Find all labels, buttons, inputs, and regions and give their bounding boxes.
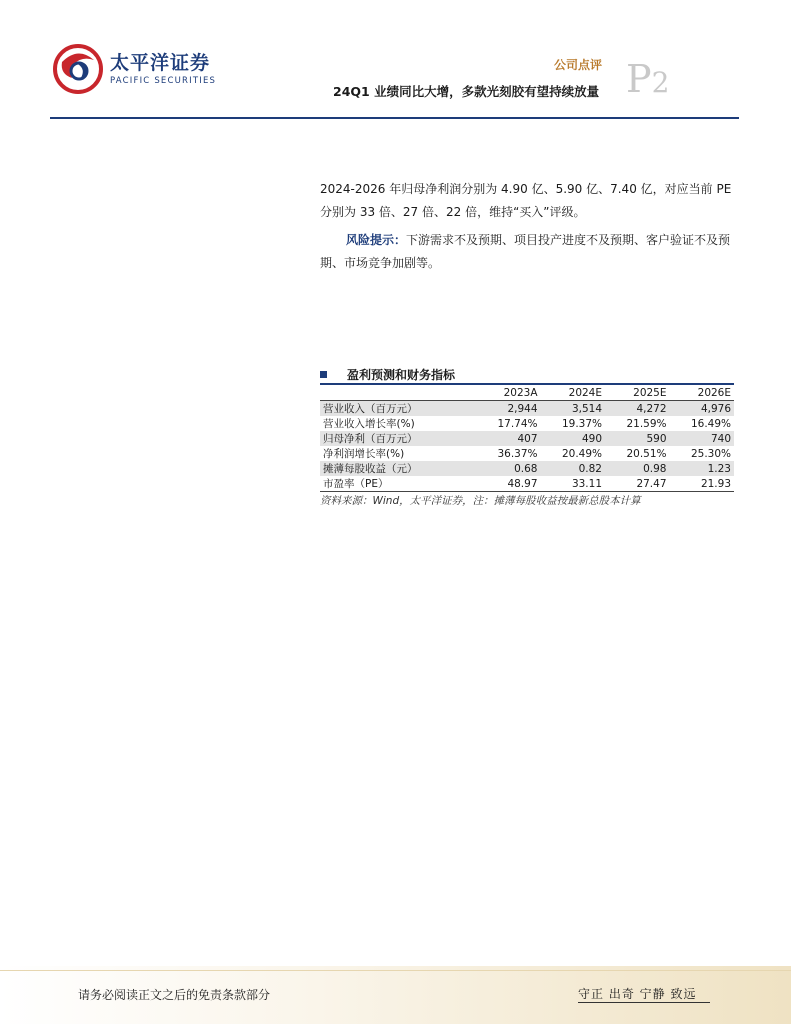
table-row xyxy=(320,416,734,431)
row-label: 市盈率（PE） xyxy=(320,476,476,492)
row-label: 摊薄每股收益（元） xyxy=(320,461,476,476)
header-cell: 2024E xyxy=(541,385,606,401)
table-row xyxy=(320,446,734,461)
brand-name-en: PACIFIC SECURITIES xyxy=(110,76,217,86)
company-motto: 守正 出奇 宁静 致远 xyxy=(578,987,697,1001)
table-cell: 36.37% xyxy=(497,447,538,460)
header-divider xyxy=(50,117,739,119)
risk-warning-paragraph xyxy=(320,229,740,275)
table-cell: 48.97 xyxy=(476,476,541,492)
table-cell: 33.11 xyxy=(541,476,606,492)
table-cell: 740 xyxy=(670,431,735,446)
brand-name-cn: 太平洋证券 xyxy=(110,52,211,74)
table-cell: 4,272 xyxy=(605,401,670,417)
table-cell: 21.93 xyxy=(670,476,735,492)
header-cell: 2026E xyxy=(670,385,735,401)
motto-underline xyxy=(578,1002,710,1003)
page-number: 2 xyxy=(651,66,670,99)
report-title: 24Q1 业绩同比大增，多款光刻胶有望持续放量 xyxy=(333,84,600,99)
financial-forecast-table xyxy=(320,385,734,492)
table-row xyxy=(320,476,734,492)
table-cell: 20.49% xyxy=(561,447,602,460)
pacific-securities-logo-icon xyxy=(52,42,104,94)
table-title-text: 盈利预测和财务指标 xyxy=(347,368,456,382)
header-cell: 2023A xyxy=(476,385,541,401)
row-label: 营业收入（百万元） xyxy=(320,401,476,417)
header-cell: 2025E xyxy=(605,385,670,401)
document-type: 公司点评 xyxy=(554,58,603,72)
page-letter: P xyxy=(626,57,652,101)
table-cell: 21.59% xyxy=(626,417,667,430)
row-label: 营业收入增长率(%) xyxy=(323,418,415,430)
table-row xyxy=(320,401,734,417)
table-row xyxy=(320,461,734,476)
table-cell: 17.74% xyxy=(497,417,538,430)
table-cell: 0.68 xyxy=(476,461,541,476)
table-cell: 27.47 xyxy=(605,476,670,492)
table-cell: 25.30% xyxy=(690,447,731,460)
header-cell xyxy=(320,385,476,401)
company-logo xyxy=(52,40,222,96)
disclaimer-notice: 请务必阅读正文之后的免责条款部分 xyxy=(78,988,271,1002)
page-marker xyxy=(626,57,670,101)
earnings-forecast-paragraph: 2024-2026 年归母净利润分别为 4.90 亿、5.90 亿、7.40 亿，对应当前 PE 分别为 33 倍、27 倍、22 倍，维持“买入”评级。 xyxy=(320,182,732,219)
table-cell: 0.98 xyxy=(605,461,670,476)
table-cell: 4,976 xyxy=(670,401,735,417)
square-bullet-icon xyxy=(320,371,327,378)
table-cell: 407 xyxy=(476,431,541,446)
table-cell: 20.51% xyxy=(626,447,667,460)
table-cell: 19.37% xyxy=(561,417,602,430)
table-source-note: 资料来源：Wind，太平洋证券，注：摊薄每股收益按最新总股本计算 xyxy=(320,495,641,507)
table-row xyxy=(320,431,734,446)
table-cell: 2,944 xyxy=(476,401,541,417)
table-cell: 1.23 xyxy=(670,461,735,476)
table-cell: 0.82 xyxy=(541,461,606,476)
footer-divider xyxy=(0,970,791,971)
row-label: 归母净利（百万元） xyxy=(320,431,476,446)
table-cell: 3,514 xyxy=(541,401,606,417)
table-title xyxy=(320,366,455,383)
table-header-row xyxy=(320,385,734,401)
row-label: 净利润增长率(%) xyxy=(323,448,405,460)
table-cell: 16.49% xyxy=(690,417,731,430)
risk-warning-lead: 风险提示： xyxy=(346,233,407,247)
risk-warning-text: 下游需求不及预期、项目投产进度不及预期、客户验证不及预期、市场竞争加剧等。 xyxy=(320,233,731,270)
table-cell: 490 xyxy=(541,431,606,446)
table-cell: 590 xyxy=(605,431,670,446)
